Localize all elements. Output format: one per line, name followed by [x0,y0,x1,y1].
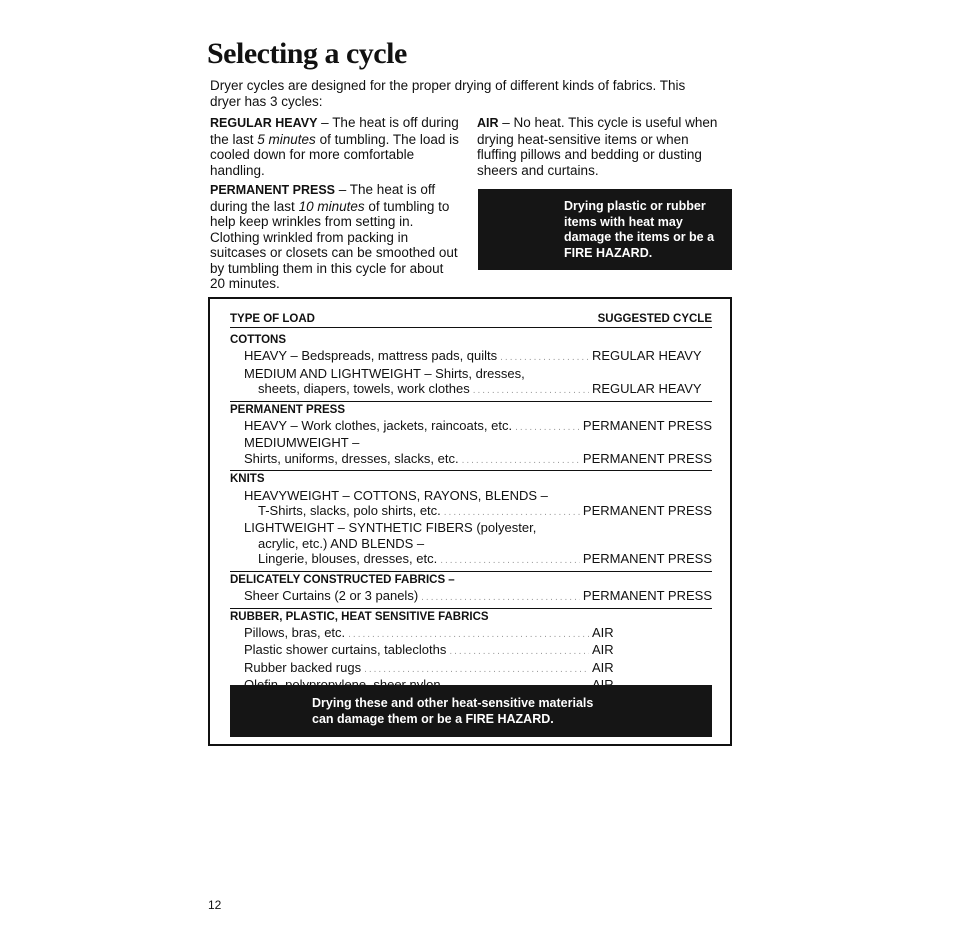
table-row [230,625,712,642]
air-text: – No heat. This cycle is useful when drying heat-sensitive items or when fluffing pillows and bedding or dusting sheers and curtains. [477,115,718,178]
row-cycle: AIR [592,659,614,675]
row-subheading: acrylic, etc.) AND BLENDS – [258,535,425,551]
regular-heavy-text-end: of tumbling. The load is cooled down for more comfortable handling. [210,131,459,178]
row-label: Rubber backed rugs [244,659,362,675]
row-label: sheets, diapers, towels, work clothes [258,381,470,397]
row-label: T-Shirts, slacks, polo shirts, etc. [258,503,441,519]
row-subheading: MEDIUMWEIGHT – [244,435,360,451]
page-title: Selecting a cycle [207,37,407,70]
intro-text: Dryer cycles are designed for the proper drying of different kinds of fabrics. This dryer has 3 cycles: [210,78,686,109]
section-title: DELICATELY CONSTRUCTED FABRICS – [230,573,455,586]
cycle-descriptions-left [210,115,460,296]
air-term: AIR [477,116,499,130]
warning-top-text: Drying plastic or rubber items with heat may damage the items or be a [564,199,715,244]
row-subheading: HEAVYWEIGHT – COTTONS, RAYONS, BLENDS – [244,487,548,503]
regular-heavy-duration: 5 minutes [257,131,316,147]
permanent-press-term: PERMANENT PRESS [210,183,336,197]
regular-heavy-text: – The heat is off during the last [210,115,459,147]
row-label: HEAVY – Bedspreads, mattress pads, quilts [244,348,498,364]
regular-heavy-term: REGULAR HEAVY [210,116,318,130]
section-rubber-plastic [230,610,712,697]
row-label: Lingerie, blouses, dresses, etc. [258,551,438,567]
fire-hazard-warning-top [478,189,732,270]
air-description [477,115,727,178]
permanent-press-description [210,182,460,292]
warning-bottom-line2 [312,711,712,727]
table-row [230,660,712,677]
page-number: 12 [208,898,222,912]
warning-bottom-line1: Drying these and other heat-sensitive materials [312,696,594,710]
table-row [230,348,712,365]
table-header [230,313,712,328]
table-row [230,642,712,659]
row-cycle: PERMANENT PRESS [582,503,712,519]
row-cycle: REGULAR HEAVY [592,348,702,364]
section-title: RUBBER, PLASTIC, HEAT SENSITIVE FABRICS [230,610,489,623]
row-label: Pillows, bras, etc. [244,624,346,640]
table-row [230,503,712,520]
fire-hazard-warning-bottom [230,685,712,737]
row-label: Shirts, uniforms, dresses, slacks, etc. [244,450,459,466]
permanent-press-text-end: of tumbling to help keep wrinkles from setting in. Clothing wrinkled from packing in suitcases or closets can be smoothed out by tumbling them in this cycle for about 20 minutes. [210,198,458,291]
table-row [230,588,712,605]
header-suggested-cycle: SUGGESTED CYCLE [597,313,712,325]
row-cycle: PERMANENT PRESS [582,551,712,567]
table-row [230,381,712,398]
row-cycle: AIR [592,624,614,640]
row-label: Sheer Curtains (2 or 3 panels) [244,588,419,604]
row-cycle: AIR [592,642,614,658]
row-subheading: MEDIUM AND LIGHTWEIGHT – Shirts, dresses, [244,365,525,381]
row-subheading: LIGHTWEIGHT – SYNTHETIC FIBERS (polyester, [244,520,537,536]
row-cycle: REGULAR HEAVY [592,381,702,397]
header-type-of-load: TYPE OF LOAD [230,313,315,325]
warning-top-hazard: FIRE HAZARD. [564,245,653,260]
section-title: KNITS [230,473,265,486]
cycle-descriptions-right [477,115,727,182]
section-title: PERMANENT PRESS [230,403,346,416]
table-row [230,418,712,435]
section-title: COTTONS [230,334,287,346]
section-permanent-press [230,403,712,472]
row-label: Plastic shower curtains, tablecloths [244,642,447,658]
row-cycle: PERMANENT PRESS [582,418,712,434]
section-cottons [230,333,712,402]
row-cycle: PERMANENT PRESS [582,450,712,466]
permanent-press-text: – The heat is off during the last [210,182,436,214]
table-sections [230,333,712,698]
load-cycle-table [208,297,732,746]
row-label: HEAVY – Work clothes, jackets, raincoats, etc. [244,418,513,434]
table-row [230,551,712,568]
table-row [230,451,712,468]
permanent-press-duration: 10 minutes [298,198,365,214]
warning-bottom-hazard: FIRE HAZARD. [465,712,554,726]
row-cycle: PERMANENT PRESS [582,588,712,604]
section-delicate [230,573,712,609]
warning-bottom-text: can damage them or be a [312,712,466,726]
section-knits [230,472,712,571]
regular-heavy-description [210,115,460,178]
